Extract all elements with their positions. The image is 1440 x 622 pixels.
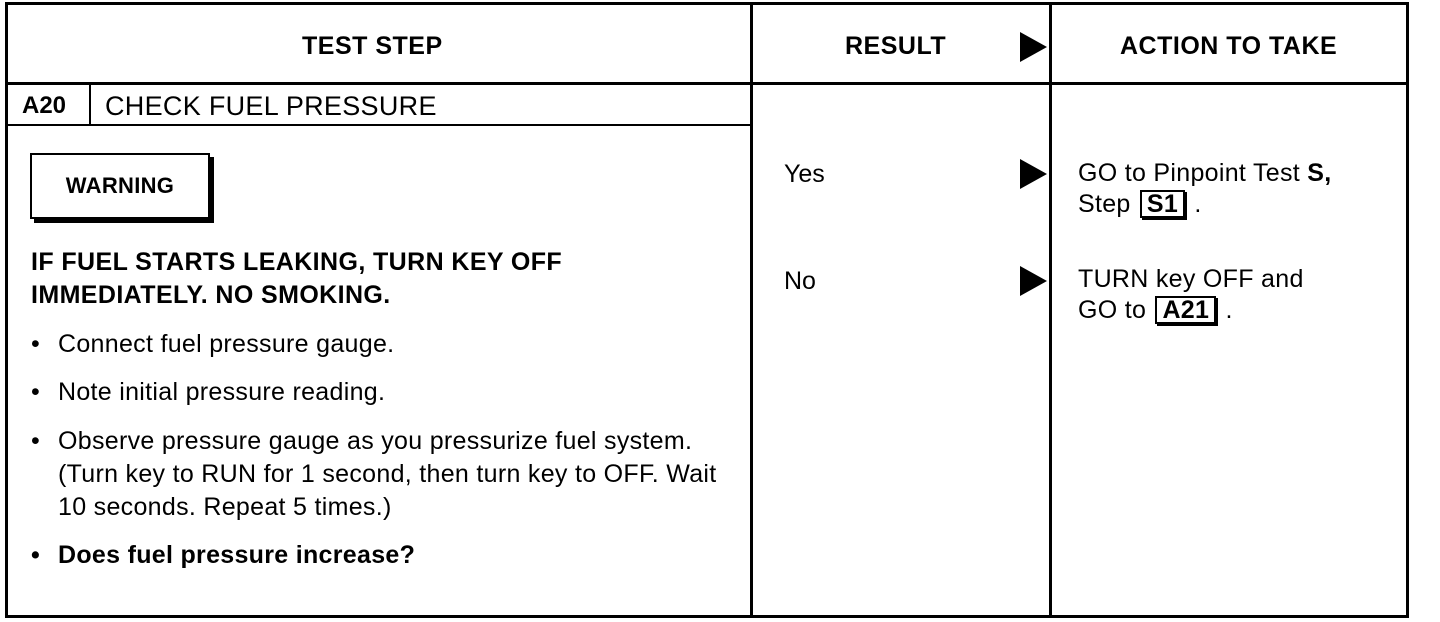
action-yes-text: GO to Pinpoint Test: [1078, 159, 1301, 187]
ref-a21-link[interactable]: A21: [1155, 296, 1216, 324]
action-no-goto-label: GO to: [1078, 296, 1147, 324]
result-yes-arrow-icon: [1020, 159, 1047, 189]
header-divider: [5, 82, 1409, 85]
result-no-arrow-icon: [1020, 266, 1047, 296]
action-no-suffix: .: [1225, 296, 1233, 324]
warning-label: WARNING: [65, 173, 175, 198]
result-yes: Yes: [784, 160, 825, 188]
header-result: RESULT: [845, 32, 947, 60]
list-item-text: Note initial pressure reading.: [58, 378, 386, 406]
header-test-step: TEST STEP: [302, 32, 443, 60]
bullet-icon: •: [31, 378, 41, 406]
step-number: A20: [22, 92, 67, 119]
list-item: [31, 376, 731, 409]
action-yes: [1078, 158, 1398, 220]
header-arrow-icon: [1020, 32, 1047, 62]
column-divider-right: [1049, 2, 1052, 618]
list-item: [31, 328, 731, 361]
step-title: CHECK FUEL PRESSURE: [105, 91, 437, 121]
action-no: [1078, 264, 1398, 326]
warning-text: IF FUEL STARTS LEAKING, TURN KEY OFF IMMEDIATELY. NO SMOKING.: [31, 248, 563, 309]
list-item-text: Connect fuel pressure gauge.: [58, 330, 395, 358]
list-item-text: Does fuel pressure increase?: [58, 541, 416, 569]
action-yes-suffix: .: [1194, 190, 1202, 218]
bullet-icon: •: [31, 541, 41, 569]
list-item: [31, 425, 731, 524]
bullet-icon: •: [31, 427, 41, 455]
warning-box: [30, 153, 210, 219]
ref-s1-link[interactable]: S1: [1140, 190, 1185, 218]
step-number-divider: [89, 85, 91, 125]
action-yes-step-label: Step: [1078, 190, 1131, 218]
step-title-divider: [5, 124, 752, 126]
bullet-icon: •: [31, 330, 41, 358]
action-no-text: TURN key OFF and: [1078, 265, 1304, 293]
header-action: ACTION TO TAKE: [1120, 32, 1338, 60]
list-item-text: Observe pressure gauge as you pressurize fuel system. (Turn key to RUN for 1 second, then turn key to OFF. Wait 10 seconds. Repeat 5 times.): [58, 427, 717, 521]
list-item: [31, 539, 731, 572]
action-yes-test-letter: S,: [1307, 159, 1332, 187]
result-no: No: [784, 267, 816, 295]
column-divider-left: [750, 2, 753, 618]
